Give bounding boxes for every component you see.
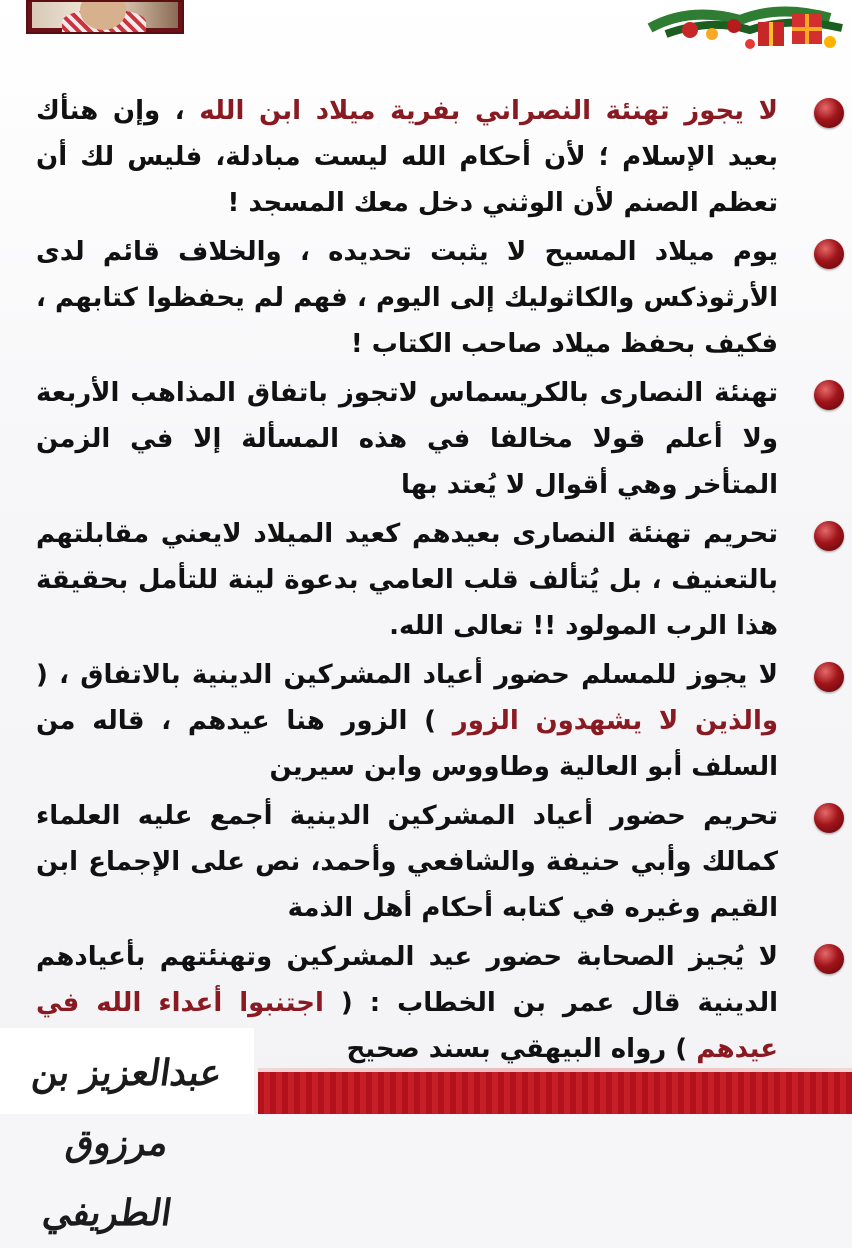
- bullet-icon: [814, 803, 844, 833]
- text-segment: ، وإن هنأك بعيد الإسلام ؛ لأن أحكام الله ليست مبادلة، فليس لك أن تعظم الصنم لأن الوثني دخل معك المسجد !: [36, 96, 778, 218]
- highlighted-text: والذين لا يشهدون الزور: [452, 706, 779, 736]
- item-text: [36, 511, 778, 649]
- text-segment: تحريم تهنئة النصارى بعيدهم كعيد الميلاد لايعني مقابلتهم بالتعنيف ، بل يُتألف قلب العامي بدعوة لينة للتأمل بحقيقة هذا الرب المولود !! تعالى الله.: [36, 519, 778, 641]
- item-text: [36, 229, 778, 367]
- item-text: [36, 370, 778, 508]
- list-item: [36, 229, 816, 367]
- list-item: [36, 370, 816, 508]
- bullet-icon: [814, 944, 844, 974]
- item-text: [36, 88, 778, 226]
- list-item: [36, 511, 816, 649]
- list-item: [36, 88, 816, 226]
- author-signature: عبدالعزيز بن مرزوق الطريفي: [29, 1052, 225, 1234]
- bullet-icon: [814, 521, 844, 551]
- highlighted-text: لا يجوز تهنئة النصراني بفرية ميلاد ابن الله: [199, 96, 778, 126]
- text-segment: ) رواه البيهقي بسند صحيح: [346, 1034, 697, 1064]
- list-item: [36, 652, 816, 790]
- bottom-red-band: [258, 1068, 852, 1114]
- text-segment: لا يجوز للمسلم حضور أعياد المشركين الدينية بالاتفاق ، (: [36, 660, 778, 690]
- text-segment: تهنئة النصارى بالكريسماس لاتجوز باتفاق المذاهب الأربعة ولا أعلم قولا مخالفا في هذه المسألة إلا في الزمن المتأخر وهي أقوال لا يُعتد بها: [36, 378, 778, 500]
- author-photo: [26, 0, 184, 34]
- bullet-icon: [814, 239, 844, 269]
- text-segment: لا يُجيز الصحابة حضور عيد المشركين وتهنئتهم بأعيادهم الدينية قال عمر بن الخطاب : (: [36, 942, 778, 1018]
- item-text: [36, 652, 778, 790]
- item-text: [36, 793, 778, 931]
- bullet-icon: [814, 380, 844, 410]
- content-list: [36, 88, 816, 1075]
- christmas-decoration-icon: [630, 0, 852, 52]
- bullet-icon: [814, 662, 844, 692]
- highlighted-text: اجتنبوا أعداء الله في عيدهم: [36, 988, 778, 1064]
- text-segment: تحريم حضور أعياد المشركين الدينية أجمع عليه العلماء كمالك وأبي حنيفة والشافعي وأحمد، نص على الإجماع ابن القيم وغيره في كتابه أحكام أهل الذمة: [36, 801, 778, 923]
- bullet-icon: [814, 98, 844, 128]
- list-item: [36, 793, 816, 931]
- text-segment: يوم ميلاد المسيح لا يثبت تحديده ، والخلاف قائم لدى الأرثوذكس والكاثوليك إلى اليوم ، فهم لم يحفظوا كتابهم ، فكيف بحفظ ميلاد صاحب الكتاب !: [36, 237, 778, 359]
- text-segment: ) الزور هنا عيدهم ، قاله من السلف أبو العالية وطاووس وابن سيرين: [36, 706, 778, 782]
